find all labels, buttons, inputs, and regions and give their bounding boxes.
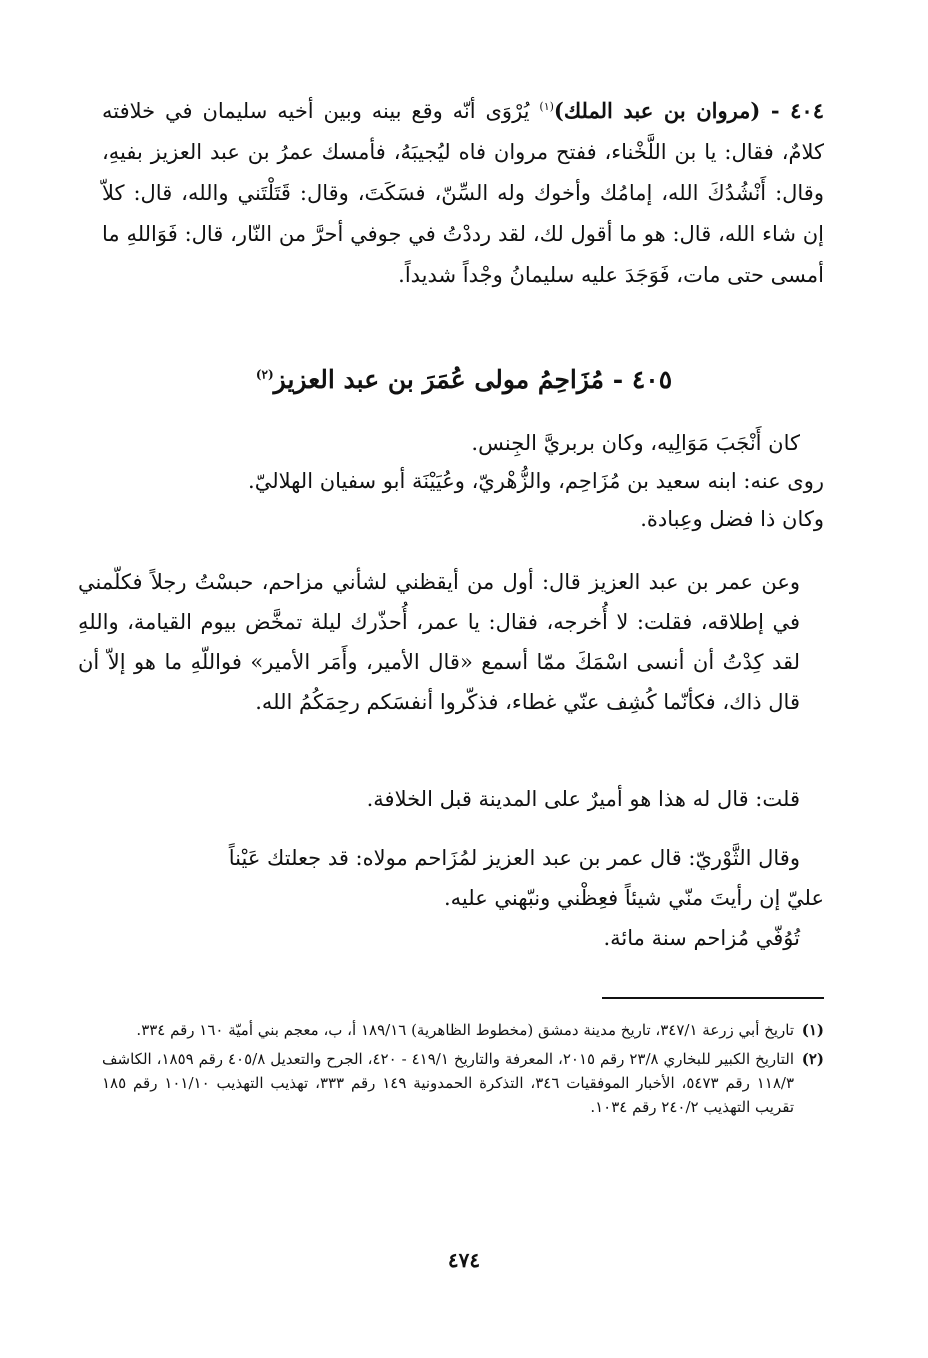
entry-405-title [104, 360, 824, 400]
entry-405-thawri-line1: وقال الثَّوْريّ: قال عمر بن عبد العزيز لمُزَاحم مولاه: قد جعلتك عَيْناً [228, 846, 800, 870]
footnote-divider [602, 997, 824, 999]
entry-405-line-origin: كان أَنْجَبَ مَوَالِيه، وكان بربريَّ الجِنس. [471, 431, 800, 455]
footnote-text: تاريخ أبي زرعة ٣٤٧/١، تاريخ مدينة دمشق (مخطوط الظاهرية) ١٨٩/١٦ أ، ب، معجم بني أميّة ١٦٠ رقم ٣٣٤. [136, 1021, 794, 1039]
page-number: ٤٧٤ [447, 1248, 481, 1272]
footnote-ref-1[interactable]: (١) [539, 100, 554, 113]
entry-405-line-virtue: وكان ذا فضل وعِبادة. [640, 507, 824, 531]
entry-405-title-text: ٤٠٥ - مُزَاحِمُ مولى عُمَرَ بن عبد العزيز [273, 365, 673, 394]
entry-405-note: قلت: قال له هذا هو أميرٌ على المدينة قبل الخلافة. [366, 787, 800, 811]
entry-405-story: وعن عمر بن عبد العزيز قال: أول من أيقظني لشأني مزاحم، حبسْتُ رجلاً فكلّمني في إطلاقه، فقلت: لا أُخرجه، فقال: يا عمر، أُحذّرك ليلة تمخَّض بيوم القيامة، واللهِ لقد كِدْتُ أن أنسى اسْمَكَ ممّا أسمع «قال الأمير، وأَمَر الأمير» فواللّهِ ما هو إلاّ أن قال ذاك، فكأنّما كُشِف عنّي غطاء، فذكّروا أنفسَكم رحِمَكُمُ الله. [78, 570, 800, 714]
footnote-ref-2[interactable]: (٢) [255, 367, 274, 382]
footnote-number: (٢) [801, 1050, 824, 1068]
entry-405-death: تُوُفّي مُزاحم سنة مائة. [603, 926, 800, 950]
entry-405-line-narrators: روى عنه: ابنه سعيد بن مُزَاحِم، والزُّهْريّ، وعُيَيْنَة أبو سفيان الهلاليّ. [248, 469, 824, 493]
entry-404-text: يُرْوَى أنّه وقع بينه وبين أخيه سليمان في خلافته كلامٌ، فقال: يا بن اللَّخْناء، ففتح مروان فاه ليُجيبَهُ، فأمسك عمرُ بن عبد العزيز بفيهِ، وقال: أَنْشُدُكَ الله، إمامُك وأخوك وله السِّنّ، فسَكَتَ، وقال: قَتَلْتَني والله، قال: كلاّ إن شاء الله، قال: هو ما أقول لك، لقد رددْتُ في جوفي أحرَّ من النّار، قال: فَوَاللهِ ما أمسى حتى مات، فَوَجَدَ عليه سليمانُ وجْداً شديداً. [102, 99, 824, 287]
footnote-item [102, 1047, 824, 1119]
entry-405-intro [102, 424, 824, 538]
entry-404 [102, 90, 824, 296]
footnote-text: التاريخ الكبير للبخاري ٢٣/٨ رقم ٢٠١٥، المعرفة والتاريخ ٤١٩/١ - ٤٢٠، الجرح والتعديل ٤٠٥/٨ رقم ١٨٥٩، الكاشف ١١٨/٣ رقم ٥٤٧٣، الأخبار الموفقيات ٣٤٦، التذكرة الحمدونية ١٤٩ رقم ٣٣٣، تهذيب التهذيب ١٠١/١٠ رقم ١٨٥ تقريب التهذيب ٢٤٠/٢ رقم ١٠٣٤. [102, 1050, 795, 1116]
entry-405-thawri [102, 838, 824, 958]
footnote-item [102, 1018, 824, 1042]
footnotes [102, 1018, 824, 1124]
entry-404-heading: ٤٠٤ - (مروان بن عبد الملك) [553, 98, 824, 123]
footnote-number: (١) [801, 1021, 824, 1039]
entry-405-thawri-line2: عليّ إن رأيتَ منّي شيئاً فعِظْني ونبّهني عليه. [444, 886, 824, 910]
